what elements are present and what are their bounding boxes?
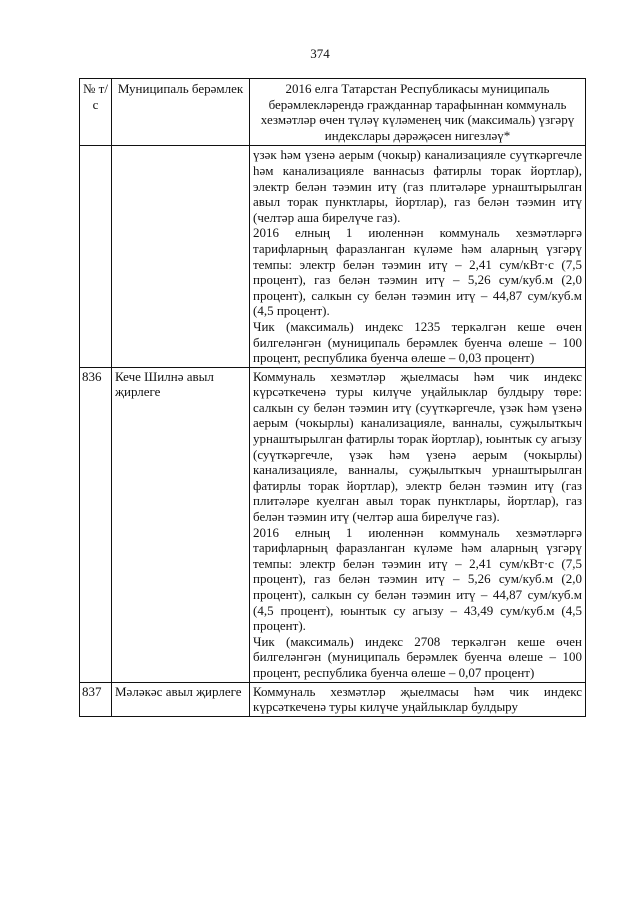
- basis-paragraph: 2016 елның 1 июленнән коммуналь хезмәтләргә тарифларның фаразланган күләме һәм аларның үзгәрү темпы: электр белән тәэмин итү – 2,41 сум/кВт·с (7,5 процент), газ белән тәэмин итү – 5,26 сум/куб.м (2,0 процент), салкын су белән тәэмин итү – 44,87 сум/куб.м (4,5 процент), юынтык су агызу – 43,49 сум/куб.м (4,5 процент).: [253, 524, 582, 634]
- basis-paragraph: Коммуналь хезмәтләр җыелмасы һәм чик индекс күрсәткеченә туры килүче уңайлыклар булдыру төре: салкын су белән тәэмин итү (суүткәргечле, үзәк һәм үзенә аерым (чокырлы) канализацияле, ванналы, суҗылыткыч урнаштырылган фатирлы торак йортлар), юынтык су агызу (суүткәргечле, үзәк һәм үзенә аерым (чокырлы) канализацияле, ванналы, суҗылыткыч урнаштырылган фатирлы торак йортлар), электр белән тәэмин итү (газ плитәләре куелган авыл торак пунктлары, йортлар), газ белән тәэмин итү (челтәр аша бирелүче газ).: [253, 368, 582, 525]
- header-index-basis: 2016 елга Татарстан Республикасы муниципаль берәмлекләрендә гражданнар тарафыннан коммуналь хезмәтләр өчен түләү күләменең чик (максималь) үзгәрү индекслары дәрәҗәсен нигезләү*: [250, 79, 586, 146]
- continuation-municipality-cell: [112, 146, 250, 367]
- continuation-number-cell: [80, 146, 112, 367]
- basis-paragraph: 2016 елның 1 июленнән коммуналь хезмәтләргә тарифларның фаразланган күләме һәм аларның үзгәрү темпы: электр белән тәэмин итү – 2,41 сум/кВт·с (7,5 процент), газ белән тәэмин итү – 5,26 сум/куб.м (2,0 процент), салкын су белән тәэмин итү – 44,87 сум/куб.м (4,5 процент).: [253, 225, 582, 319]
- basis-paragraph: үзәк һәм үзенә аерым (чокыр) канализацияле суүткәргечле һәм канализацияле ваннасыз фатирлы торак йортлар), электр белән тәэмин итү (газ плитәләре урнаштырылган авыл торак пунктлары, йортлар), газ белән тәэмин итү (челтәр аша бирелүче газ).: [253, 147, 582, 225]
- row-number: 836: [80, 367, 112, 682]
- tariff-index-table: [79, 78, 586, 717]
- header-municipality: Муниципаль берәмлек: [112, 79, 250, 146]
- table-row-837: [80, 682, 586, 716]
- basis-paragraph: Чик (максималь) индекс 2708 теркәлгән кеше өчен билгеләнгән (муниципаль берәмлек буенча өлеше – 100 процент, республика буенча өлеше – 0,07 процент): [253, 633, 582, 680]
- table-row-continuation: [80, 146, 586, 367]
- basis-paragraph: Коммуналь хезмәтләр җыелмасы һәм чик индекс күрсәткеченә туры килүче уңайлыклар булдыру: [253, 683, 582, 715]
- basis-paragraph: Чик (максималь) индекс 1235 теркәлгән кеше өчен билгеләнгән (муниципаль берәмлек буенча өлеше – 100 процент, республика буенча өлеше – 0,03 процент): [253, 318, 582, 366]
- continuation-basis-cell: [250, 146, 586, 367]
- row-municipality: Мәләкәс авыл җирлеге: [112, 682, 250, 716]
- row-number: 837: [80, 682, 112, 716]
- header-number: № т/с: [80, 79, 112, 146]
- row-municipality: Кече Шилнә авыл җирлеге: [112, 367, 250, 682]
- row-basis-cell: [250, 367, 586, 682]
- table-row-836: [80, 367, 586, 682]
- table-header-row: [80, 79, 586, 146]
- row-basis-cell: [250, 682, 586, 716]
- page-number: 374: [310, 46, 330, 61]
